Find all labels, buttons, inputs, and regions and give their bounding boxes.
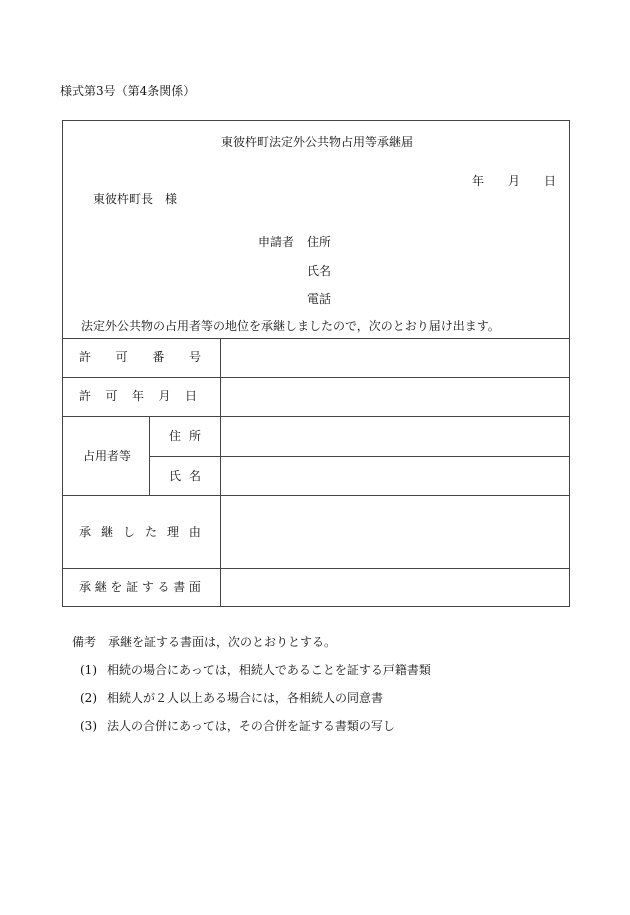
form-number-label: 様式第3号（第4条関係） [60, 84, 196, 98]
statement: 法定外公共物の占用者等の地位を承継しましたので，次のとおり届け出ます。 [81, 319, 500, 333]
date-year: 年 [472, 174, 485, 188]
applicant-label: 申請者 [258, 235, 295, 249]
applicant-name-label: 氏名 [307, 264, 332, 278]
remarks-heading: 備考 承継を証する書面は，次のとおりとする。 [72, 635, 337, 649]
occupant-address-field[interactable] [221, 417, 569, 456]
succession-document-field[interactable] [221, 569, 569, 606]
occupant-name-field[interactable] [221, 457, 569, 495]
form-title: 東彼杵町法定外公共物占用等承継届 [220, 135, 413, 149]
permit-date-label: 許 可 年 月 日 [79, 389, 197, 403]
applicant-phone-label: 電話 [307, 292, 332, 306]
succession-reason-field[interactable] [221, 496, 569, 568]
date-day: 日 [544, 174, 557, 188]
notification-form [62, 120, 570, 607]
occupant-group-label: 占用者等 [83, 449, 132, 463]
succession-document-label: 承 継 を 証 す る 書 面 [79, 580, 201, 594]
permit-number-field[interactable] [221, 339, 569, 377]
remark-text: 法人の合併にあっては，その合併を証する書類の写し [107, 719, 395, 733]
date-month: 月 [508, 174, 521, 188]
succession-reason-label: 承 継 し た 理 由 [79, 525, 201, 539]
applicant-address-label: 住所 [307, 235, 332, 249]
permit-date-field[interactable] [221, 378, 569, 416]
addressee: 東彼杵町長 様 [93, 192, 178, 206]
permit-number-label: 許 可 番 号 [79, 350, 201, 364]
remark-text: 相続人が２人以上ある場合には，各相続人の同意書 [107, 691, 384, 705]
column-rule [149, 416, 150, 495]
remark-text: 相続の場合にあっては，相続人であることを証する戸籍書類 [107, 663, 431, 677]
occupant-name-label: 氏 名 [169, 469, 201, 483]
remark-number: (1) [80, 663, 97, 677]
remark-number: (2) [80, 691, 97, 705]
remark-number: (3) [80, 719, 97, 733]
occupant-address-label: 住 所 [169, 429, 201, 443]
